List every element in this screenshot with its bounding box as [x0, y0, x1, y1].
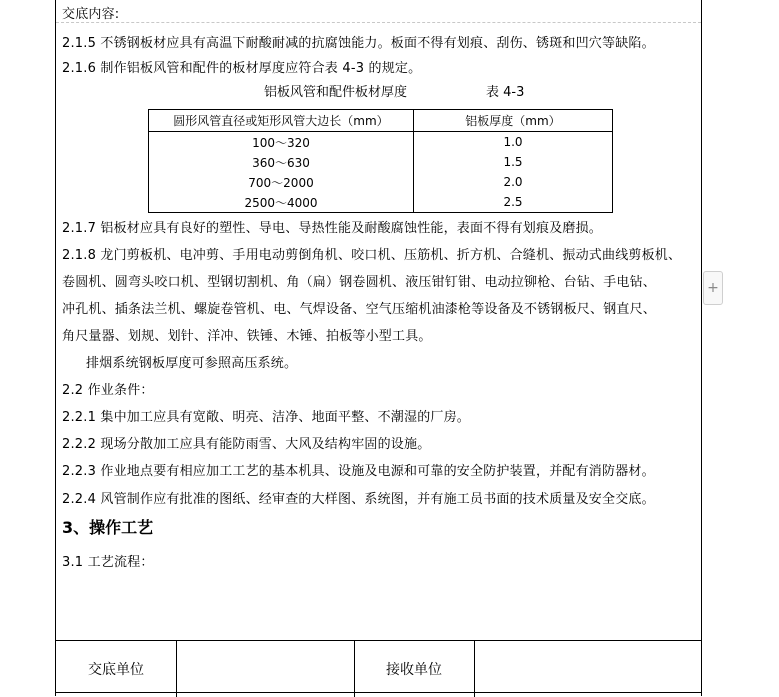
table-header-cell: 圆形风管直径或矩形风管大边长（mm）	[149, 110, 414, 132]
paragraph-2-1-8-line4: 角尺量器、划规、划针、洋冲、铁锤、木锤、拍板等小型工具。	[62, 329, 432, 344]
signature-footer	[56, 640, 701, 697]
table-cell: 2500～4000	[149, 192, 414, 213]
table-cell: 1.0	[414, 132, 613, 153]
header-label: 交底内容:	[62, 7, 120, 22]
plus-icon: +	[707, 280, 719, 296]
paragraph-2-2-1: 2.2.1 集中加工应具有宽敞、明亮、洁净、地面平整、不潮湿的厂房。	[62, 410, 471, 425]
footer-bottom-border	[56, 692, 701, 693]
paragraph-exhaust-note: 排烟系统钢板厚度可参照高压系统。	[86, 356, 298, 371]
paragraph-2-1-8-line3: 冲孔机、插条法兰机、螺旋卷管机、电、气焊设备、空气压缩机油漆枪等设备及不锈钢板尺、钢直尺、	[62, 302, 657, 317]
paragraph-2-2-3: 2.2.3 作业地点要有相应加工工艺的基本机具、设施及电源和可靠的安全防护装置，并配有消防器材。	[62, 464, 655, 479]
paragraph-2-2-2: 2.2.2 现场分散加工应具有能防雨雪、大风及结构牢固的设施。	[62, 437, 431, 452]
paragraph-2-1-8-line1: 2.1.8 龙门剪板机、电冲剪、手用电动剪倒角机、咬口机、压筋机、折方机、合缝机、振动式曲线剪板机、	[62, 248, 682, 263]
table-cell: 2.5	[414, 192, 613, 213]
add-button[interactable]	[703, 271, 723, 305]
section-2-2-heading: 2.2 作业条件：	[62, 383, 154, 398]
table-row	[149, 192, 613, 213]
handover-unit-value[interactable]	[176, 641, 354, 697]
table-title: 铝板风管和配件板材厚度	[264, 85, 408, 100]
section-3-heading: 3、操作工艺	[62, 518, 154, 537]
handover-unit-label: 交底单位	[88, 662, 144, 678]
receiving-unit-label: 接收单位	[386, 662, 442, 678]
paragraph-2-1-5: 2.1.5 不锈钢板材应具有高温下耐酸耐减的抗腐蚀能力。板面不得有划痕、刮伤、锈斑和凹穴等缺陷。	[62, 36, 655, 51]
table-row	[149, 152, 613, 172]
table-header-cell: 铝板厚度（mm）	[414, 110, 613, 132]
table-cell: 360～630	[149, 152, 414, 172]
paragraph-2-1-7: 2.1.7 铝板材应具有良好的塑性、导电、导热性能及耐酸腐蚀性能，表面不得有划痕及磨损。	[62, 221, 603, 236]
table-number: 表 4-3	[486, 85, 525, 100]
paragraph-2-1-8-line2: 卷圆机、圆弯头咬口机、型钢切割机、角（扁）钢卷圆机、液压钳钉钳、电动拉铆枪、台钻、手电钻、	[62, 275, 657, 290]
paragraph-3-1: 3.1 工艺流程：	[62, 555, 154, 570]
header-cell	[56, 0, 701, 23]
receiving-unit-value[interactable]	[474, 641, 700, 697]
table-header-row	[149, 110, 613, 132]
table-row	[149, 172, 613, 192]
paragraph-2-1-6: 2.1.6 制作铝板风管和配件的板材厚度应符合表 4-3 的规定。	[62, 61, 422, 76]
table-cell: 700～2000	[149, 172, 414, 192]
paragraph-2-2-4: 2.2.4 风管制作应有批准的图纸、经审查的大样图、系统图，并有施工员书面的技术质量及安全交底。	[62, 492, 655, 507]
thickness-table	[148, 109, 613, 213]
document-frame	[55, 0, 702, 696]
table-cell: 2.0	[414, 172, 613, 192]
table-row	[149, 132, 613, 153]
table-cell: 1.5	[414, 152, 613, 172]
table-cell: 100～320	[149, 132, 414, 153]
